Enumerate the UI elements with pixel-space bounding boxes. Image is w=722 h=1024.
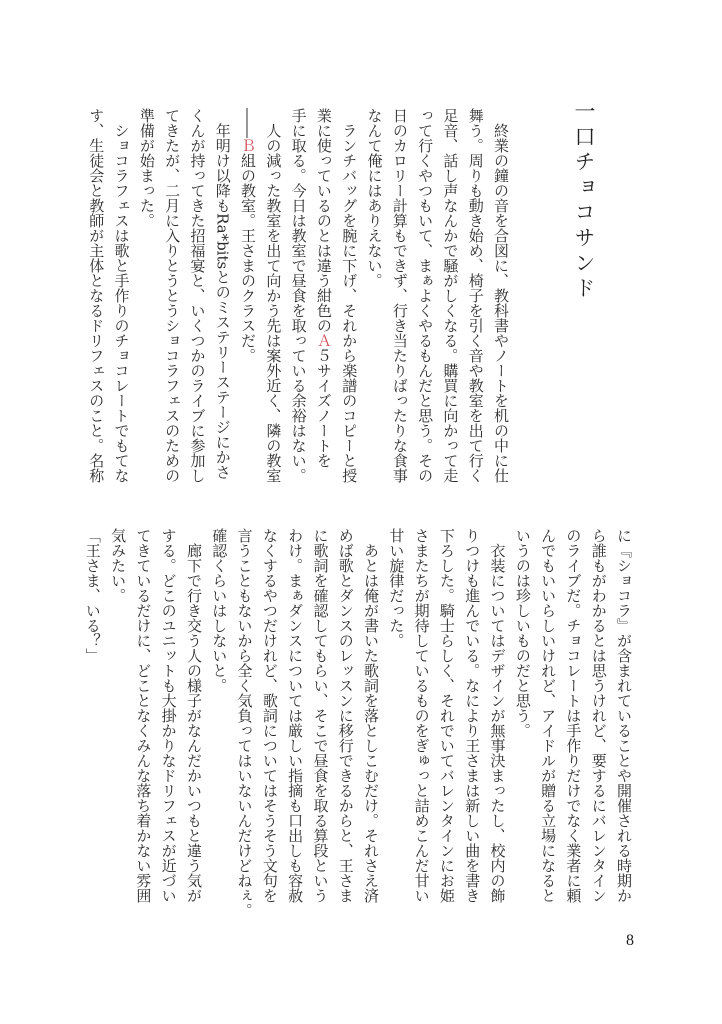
page-number: 8	[626, 932, 634, 949]
text-line: ショコラフェスは歌と手作りのチョコレートでもてな	[112, 108, 131, 483]
text-line: ランチバッグを腕に下げ、それから楽譜のコピーと授	[340, 108, 359, 483]
text-segment: ――	[239, 108, 258, 138]
text-line: あとは俺が書いた歌詞を落としこむだけ。それさえ済	[362, 528, 381, 903]
text-segment: ５サイズノートを	[314, 348, 333, 468]
text-line	[235, 108, 260, 488]
text-line: のライブだ。チョコレートは手作りだけでなく業者に頼	[564, 528, 583, 903]
text-line: さまたちが期待しているものをぎゅっと詰めこんだ甘い	[412, 528, 431, 903]
text-line	[311, 108, 336, 488]
text-line: 甘い旋律だった。	[387, 528, 406, 648]
text-segment: 業に使っているのとは違う紺色の	[314, 108, 333, 333]
text-line: くんが持ってきた招福宴と、いくつかのライブに参加し	[188, 108, 207, 483]
text-line: する。どこのユニットも大掛かりなドリフェスが近づい	[159, 528, 178, 903]
text-line: 年明け以降もRa*bitsとのミステリーステージにかさ	[213, 108, 232, 480]
text-line: に歌詞を確認してもらい、そこで昼食を取る算段という	[311, 528, 330, 903]
text-line: わけ。まぁダンスについては厳しい指摘も口出しも容赦	[286, 528, 305, 903]
highlighted-letter: Ａ	[314, 333, 333, 348]
body-text-upper	[83, 108, 513, 488]
text-line: 「王さま、いる？」	[83, 528, 102, 663]
chapter-title: 一口チョコサンド	[572, 100, 596, 303]
text-line: 廊下で行き交う人の様子がなんだかいつもと違う気が	[184, 528, 203, 903]
text-line: てきたが、二月に入りとうとうショコラフェスのための	[163, 108, 182, 483]
text-segment: 組の教室。王さまのクラスだ。	[239, 153, 258, 363]
text-line: 舞う。周りも動き始め、椅子を引く音や教室を出て行く	[466, 108, 485, 483]
text-line: 手に取る。今日は教室で昼食を取っている余裕はない。	[289, 108, 308, 483]
text-line: なくするやつだけれど、歌詞についてはそうそう文句を	[260, 528, 279, 903]
text-line: 日のカロリー計算もできず、行き当たりばったりな食事	[390, 108, 409, 483]
text-line: す、生徒会と教師が主体となるドリフェスのこと。名称	[87, 108, 106, 483]
text-line: 気みたい。	[109, 528, 128, 603]
text-line: 確認くらいはしないと。	[210, 528, 229, 693]
text-line: なんて俺にはありえない。	[365, 108, 384, 288]
text-line: 衣装についてはデザインが無事決まったし、校内の飾	[488, 528, 507, 903]
text-line: 下ろした。騎士らしく、それでいてバレンタインにお姫	[437, 528, 456, 903]
text-line: 足音、話し声なんかで騒がしくなる。購買に向かって走	[441, 108, 460, 483]
text-line: 言うこともないから全く気負ってはいないんだけどねぇ。	[235, 528, 254, 918]
highlighted-letter: Ｂ	[239, 138, 258, 153]
text-line: めば歌とダンスのレッスンに移行できるからと、王さま	[336, 528, 355, 903]
text-line: って行くやつもいて、まぁよくやるもんだと思う。その	[416, 108, 435, 483]
text-line: いうのは珍しいものだと思う。	[513, 528, 532, 738]
text-line: てきているだけに、どことなくみんな落ち着かない雰囲	[134, 528, 153, 903]
text-line: んでもいいらしいけれど、アイドルが贈る立場になると	[539, 528, 558, 903]
text-line: 準備が始まった。	[137, 108, 156, 228]
text-line: 人の減った教室を出て向かう先は案外近く、隣の教室	[264, 108, 283, 483]
text-line: に『ショコラ』が含まれていることや開催される時期か	[615, 528, 633, 903]
text-line: 終業の鐘の音を合図に、教科書やノートを机の中に仕	[492, 108, 510, 483]
text-line: りつけも進んでいる。なにより王さまは新しい曲を書き	[463, 528, 482, 903]
text-line: ら誰もがわかるとは思うけれど、要するにバレンタイン	[589, 528, 608, 903]
body-text-lower	[79, 528, 636, 918]
